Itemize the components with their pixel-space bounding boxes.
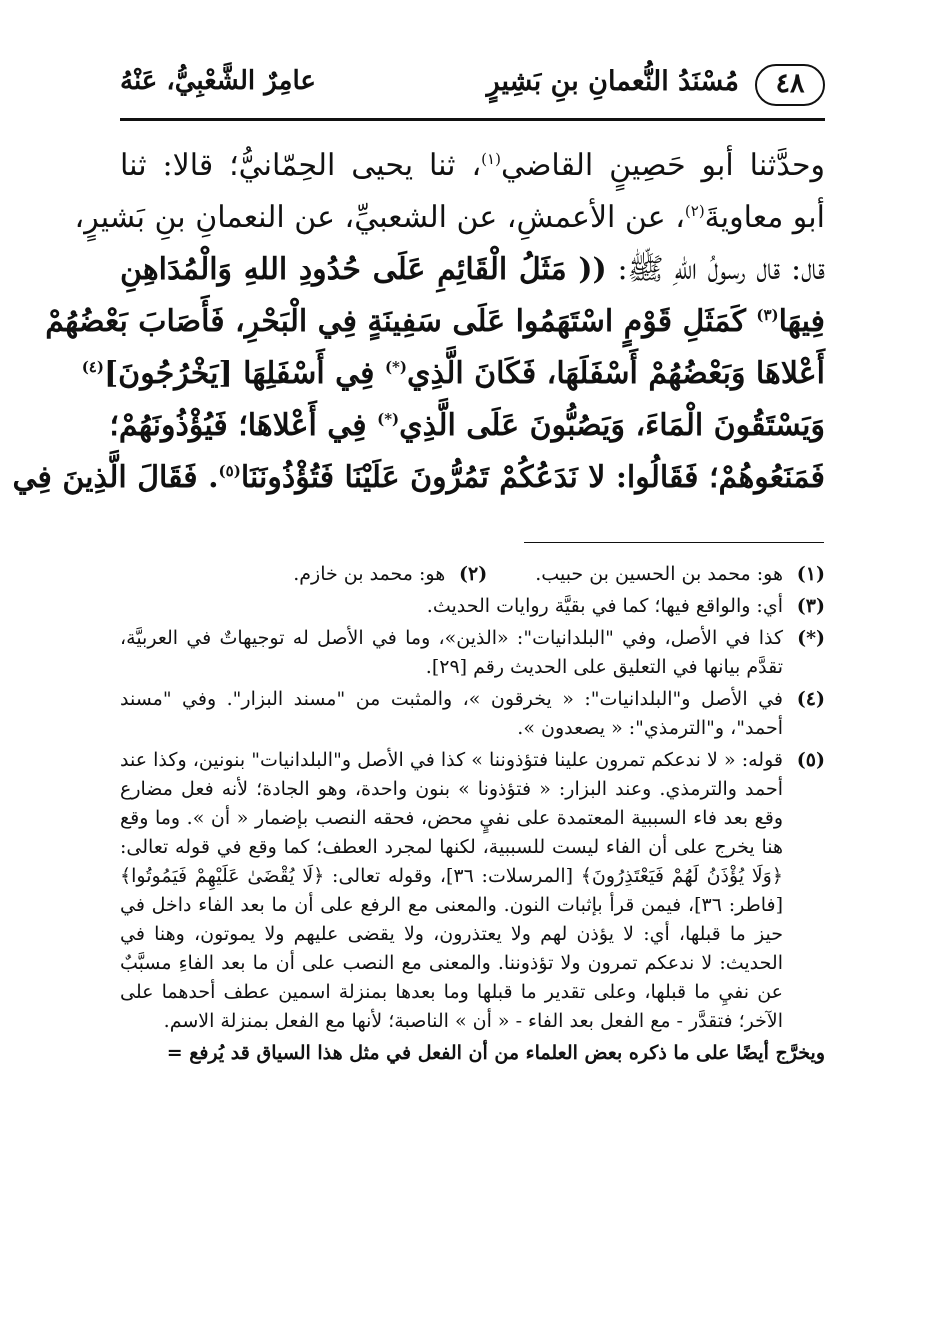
footnote-item: [120, 624, 825, 682]
footnote-ref[interactable]: (١): [481, 150, 501, 168]
footnote-ref[interactable]: (٥): [218, 462, 241, 480]
text-segment: وحدَّثنا أبو حَصِينٍ القاضي: [500, 148, 825, 183]
hadith-segment: (( مَثَلُ الْقَائِمِ عَلَى حُدُودِ اللهِ وَالْمُدَاهِنِ: [120, 252, 607, 287]
footnote-text: قوله: « لا ندعكم تمرون علينا فتؤذوننا » كذا في الأصل و"البلدانيات" بنونين، وكذا عند أحمد والترمذي. وعند البزار: « فتؤذونا » بنون واحدة، وهو الجادة؛ لأنه فعل مضارع وقع بعد فاء السببية المعتمدة على نفيٍ محض، فحقه النصب بإضمار « أن ». وما وقع هنا يخرج على أن الفاء ليست للسببية، لكنها لمجرد العطف؛ كما وقع في قوله تعالى: ﴿وَلَا يُؤْذَنُ لَهُمْ فَيَعْتَذِرُونَ﴾ [المرسلات: ٣٦]، وقوله تعالى: ﴿لَا يُقْضَىٰ عَلَيْهِمْ فَيَمُوتُوا﴾ [فاطر: ٣٦]، فيمن قرأ بإثبات النون. والمعنى مع الرفع على أن ما بعد الفاء داخل في حيز ما قبلها، أي: لا يؤذن لهم ولا يعتذرون، ولا يقضى عليهم ولا يموتون، وهنا في الحديث: لا ندعكم تمرون ولا تؤذوننا. والمعنى مع النصب على أن ما بعد الفاءِ مسبَّبٌ عن نفيِ ما قبلها، وعلى تقدير ما قبلها وما بعدها بمنزلة اسمين عطف أحدهما على الآخر؛ فتقدَّر - مع الفعل بعد الفاء - « أن » الناصبة؛ لأنها مع الفعل بمنزلة الاسم.: [120, 749, 783, 1032]
footnote-item: [120, 592, 825, 621]
footnote-number: (٤): [796, 688, 825, 710]
footnote-item: [120, 560, 825, 589]
page-number-badge: ٤٨: [755, 64, 825, 106]
header-title: مُسْنَدُ النُّعمانِ بنِ بَشِيرٍ: [486, 66, 739, 97]
footnote-item: [120, 685, 825, 743]
running-header: [120, 62, 825, 116]
footnote-separator: [524, 542, 824, 543]
hadith-segment: فِي أَسْفَلِهَا [يَخْرُجُونَ]: [103, 356, 375, 391]
hadith-segment: فِي أَعْلاهَا؛ فَيُؤْذُونَهُمْ؛: [109, 408, 367, 443]
footnote-ref[interactable]: (*): [377, 410, 400, 428]
footnote-ref[interactable]: (٣): [756, 306, 779, 324]
text-line: [81, 348, 825, 400]
hadith-text: [12, 140, 825, 504]
footnote-number: (٥): [796, 749, 825, 771]
footnotes: [120, 560, 825, 1068]
text-line: [74, 192, 825, 244]
text-segment: أبو معاويةَ: [704, 200, 825, 235]
text-line: [120, 140, 825, 192]
footnote-text: في الأصل و"البلدانيات": « يخرقون »، والمثبت من "مسند البزار". وفي "مسند أحمد"، و"الترمذي": « يصعدون ».: [120, 688, 783, 739]
text-line: [120, 244, 825, 296]
hadith-segment: كَمَثَلِ قَوْمٍ اسْتَهَمُوا عَلَى سَفِينَةٍ فِي الْبَحْرِ، فَأَصَابَ بَعْضُهُمْ: [45, 304, 746, 339]
text-segment: قال: قال رسولُ اللهِ ﷺ:: [617, 252, 825, 287]
text-segment: ، عن الأعمشِ، عن الشعبيِّ، عن النعمانِ بنِ بَشيرٍ،: [74, 200, 685, 235]
header-subtitle: عامِرٌ الشَّعْبِيُّ، عَنْهُ: [120, 66, 316, 96]
hadith-segment: فِيهَا: [778, 304, 825, 339]
footnote-number: (٣): [796, 595, 825, 617]
footnote-text: كذا في الأصل، وفي "البلدانيات": «الذين»، وما في الأصل له توجيهاتٌ في العربيَّة، تقدَّم بيانها في التعليق على الحديث رقم [٢٩].: [120, 627, 783, 678]
hadith-segment: . فَقَالَ الَّذِينَ فِي: [12, 460, 219, 495]
header-rule: [120, 118, 825, 121]
footnote-continuation: ويخرَّج أيضًا على ما ذكره بعض العلماء من أن الفعل في مثل هذا السياق قد يُرفع =: [166, 1042, 825, 1064]
footnote-pair: [293, 560, 783, 589]
footnote-ref[interactable]: (٤): [81, 358, 104, 376]
footnote-item: [120, 746, 825, 1036]
text-line: [109, 400, 825, 452]
footnote-ref[interactable]: (٢): [684, 202, 705, 220]
hadith-segment: وَيَسْتَقُونَ الْمَاءَ، وَيَصُبُّونَ عَلَى الَّذِي: [399, 408, 825, 443]
hadith-segment: أَعْلاهَا وَبَعْضُهُمْ أَسْفَلَهَا، فَكَانَ الَّذِي: [406, 356, 825, 391]
footnote-ref[interactable]: (*): [384, 358, 407, 376]
footnote-number: (*): [797, 627, 825, 649]
footnote-number: (٢): [459, 563, 488, 585]
footnote-text: أي: والواقع فيها؛ كما في بقيَّة روايات الحديث.: [426, 595, 783, 617]
text-line: [45, 296, 825, 348]
text-line: [12, 452, 825, 504]
footnote-text: هو: محمد بن الحسين بن حبيب.: [535, 563, 783, 585]
footnote-number: (١): [796, 563, 825, 585]
hadith-segment: فَمَنَعُوهُمْ؛ فَقَالُوا: لا نَدَعُكُمْ تَمُرُّونَ عَلَيْنَا فَتُؤْذُونَنَا: [240, 460, 825, 495]
text-segment: ، ثنا يحيى الحِمّانيُّ؛ قالا: ثنا: [120, 148, 482, 183]
footnote-text: هو: محمد بن خازم.: [293, 563, 446, 585]
